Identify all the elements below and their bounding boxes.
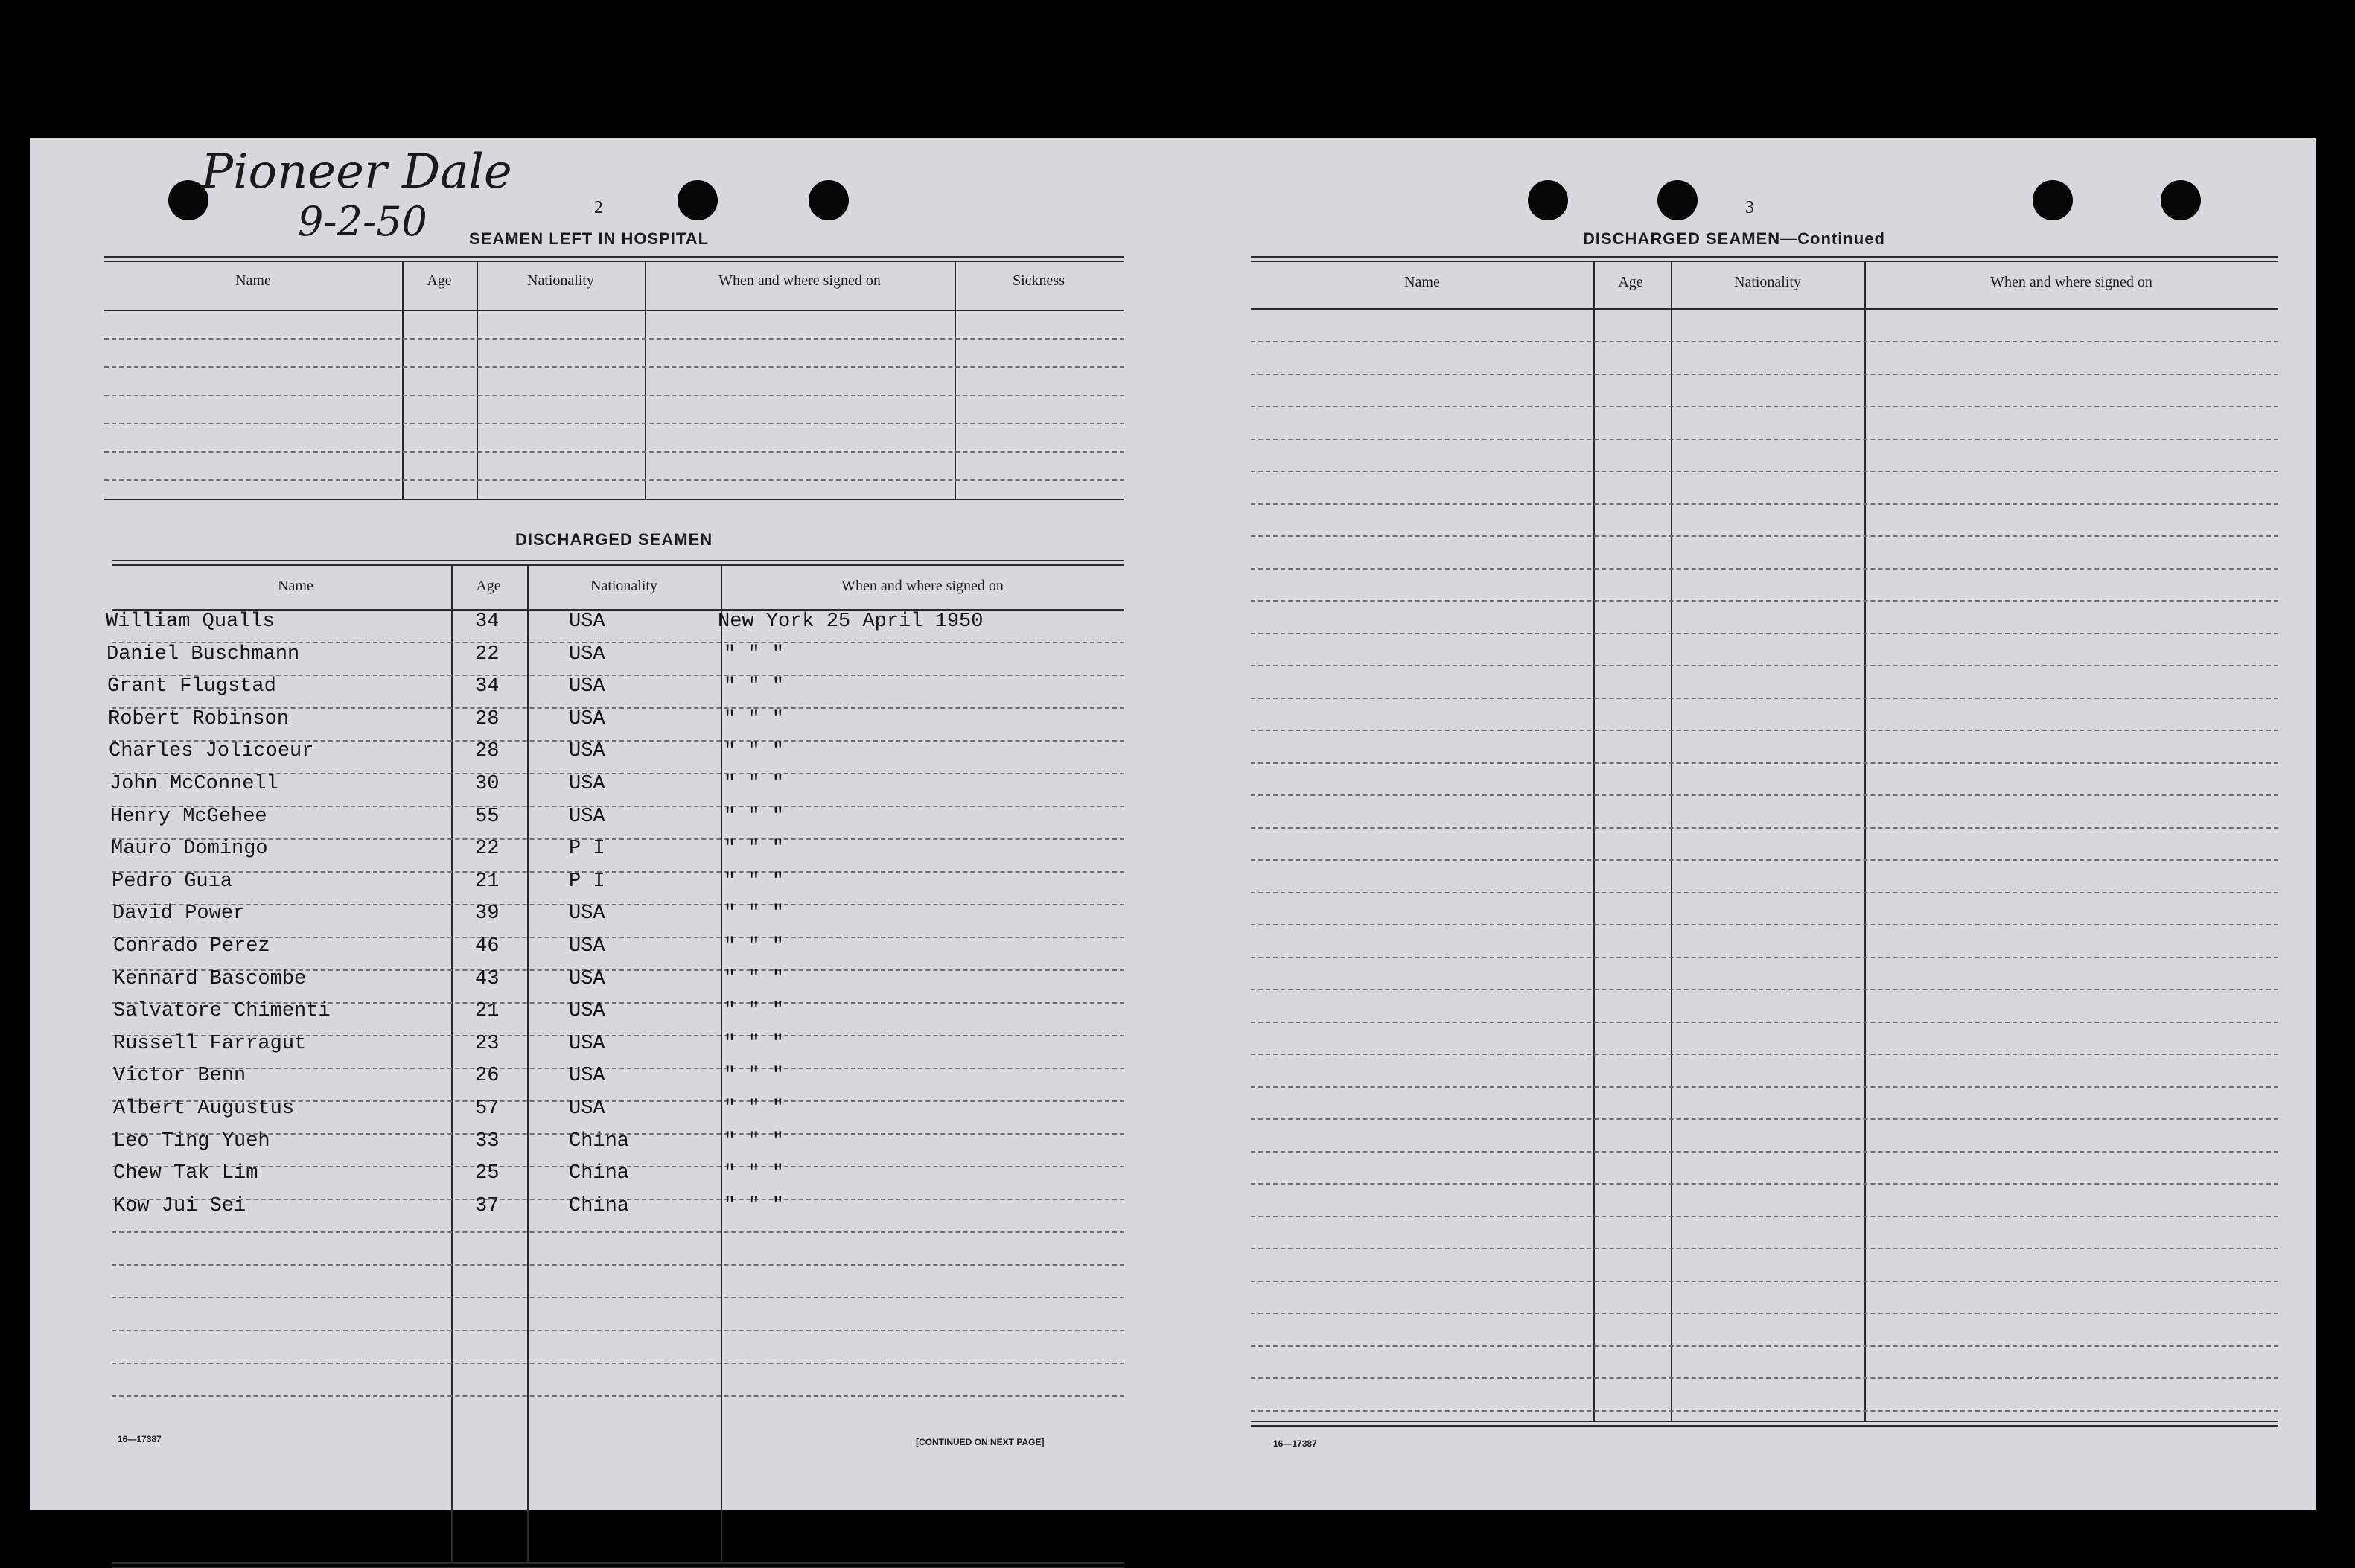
punch-hole <box>1528 180 1568 220</box>
discharged-col-age: Age <box>476 578 501 594</box>
row-name: Charles Jolicoeur <box>109 740 314 763</box>
rule-line <box>1251 374 2278 375</box>
row-age: 21 <box>475 1000 500 1023</box>
row-name: Daniel Buschmann <box>106 643 300 666</box>
rule-line <box>1251 439 2278 440</box>
rule-line <box>1251 989 2278 990</box>
right-form-number: 16—17387 <box>1273 1438 1317 1449</box>
punch-hole <box>678 180 718 220</box>
row-signed-on: " " " <box>724 1162 785 1185</box>
rule-line <box>112 1395 1124 1397</box>
row-signed-on: " " " <box>724 675 785 698</box>
row-signed-on: " " " <box>724 643 785 666</box>
rule-line <box>1251 1313 2278 1314</box>
rule-line <box>1251 924 2278 925</box>
rule-line <box>1251 859 2278 861</box>
row-nationality: USA <box>569 675 605 698</box>
rule-line <box>1251 1086 2278 1088</box>
row-signed-on: " " " <box>724 1097 785 1120</box>
row-name: Chew Tak Lim <box>113 1162 258 1185</box>
rule-line <box>1251 892 2278 893</box>
row-name: Salvatore Chimenti <box>113 1000 331 1023</box>
hospital-col-signed: When and where signed on <box>718 273 881 289</box>
row-name: Leo Ting Yueh <box>113 1129 270 1153</box>
discharged-section-title: DISCHARGED SEAMEN <box>515 530 713 549</box>
right-col-name: Name <box>1404 274 1440 290</box>
hospital-col-name: Name <box>235 273 271 289</box>
row-signed-on: " " " <box>724 773 785 795</box>
discharged-col-nationality: Nationality <box>590 578 657 594</box>
row-nationality: USA <box>569 707 605 730</box>
rule-line <box>112 871 1124 873</box>
row-age: 23 <box>475 1032 500 1055</box>
row-nationality: USA <box>569 1000 605 1023</box>
row-nationality: USA <box>569 773 605 795</box>
rule-line <box>1251 568 2278 570</box>
row-nationality: USA <box>569 805 605 828</box>
row-age: 57 <box>475 1097 500 1120</box>
row-nationality: USA <box>569 643 605 666</box>
rule-line <box>1251 665 2278 666</box>
rule-line <box>1251 1183 2278 1185</box>
rule-line <box>1251 794 2278 796</box>
row-nationality: China <box>569 1129 630 1153</box>
row-name: Russell Farragut <box>113 1032 307 1055</box>
row-name: Conrado Perez <box>113 935 270 957</box>
row-name: John McConnell <box>109 773 278 795</box>
discharged-col-name: Name <box>278 578 313 594</box>
right-col-signed: When and where signed on <box>1990 274 2152 290</box>
row-name: Robert Robinson <box>108 707 290 730</box>
handwritten-date: 9-2-50 <box>298 198 427 245</box>
punch-hole <box>2161 180 2201 220</box>
row-nationality: USA <box>569 611 605 633</box>
row-age: 25 <box>475 1162 500 1185</box>
rule-line <box>112 1264 1124 1266</box>
rule-line <box>1251 957 2278 958</box>
hospital-section-title: SEAMEN LEFT IN HOSPITAL <box>469 229 710 248</box>
row-age: 30 <box>475 773 500 795</box>
row-name: Victor Benn <box>113 1065 246 1088</box>
row-nationality: P I <box>569 838 605 861</box>
rule-line <box>1251 1377 2278 1379</box>
row-age: 37 <box>475 1194 500 1217</box>
row-age: 39 <box>475 902 500 925</box>
row-nationality: USA <box>569 740 605 763</box>
rule-line <box>1251 762 2278 764</box>
row-age: 28 <box>475 740 500 763</box>
row-name: Henry McGehee <box>110 805 267 828</box>
punch-hole <box>809 180 849 220</box>
row-age: 34 <box>475 675 500 698</box>
row-age: 34 <box>475 611 500 633</box>
row-nationality: USA <box>569 967 605 990</box>
discharged-col-signed: When and where signed on <box>841 578 1004 594</box>
row-name: Mauro Domingo <box>111 838 268 861</box>
row-signed-on: " " " <box>724 870 785 893</box>
row-name: Pedro Guia <box>112 870 233 893</box>
row-name: David Power <box>112 902 246 925</box>
rule-line <box>1251 600 2278 602</box>
row-name: Kennard Bascombe <box>113 967 307 990</box>
continued-note: [CONTINUED ON NEXT PAGE] <box>916 1437 1045 1447</box>
row-nationality: China <box>569 1194 630 1217</box>
row-age: 43 <box>475 967 500 990</box>
row-signed-on: " " " <box>724 740 785 763</box>
hospital-col-age: Age <box>427 273 452 289</box>
row-age: 22 <box>475 838 500 861</box>
row-signed-on: " " " <box>724 902 785 925</box>
rule-line <box>1251 1118 2278 1120</box>
rule-line <box>1251 1248 2278 1249</box>
row-signed-on: New York 25 April 1950 <box>718 611 984 633</box>
row-age: 22 <box>475 643 500 666</box>
row-signed-on: " " " <box>724 935 785 957</box>
row-nationality: USA <box>569 1032 605 1055</box>
row-signed-on: " " " <box>724 1129 785 1153</box>
rule-line <box>1251 1345 2278 1347</box>
row-age: 26 <box>475 1065 500 1088</box>
row-age: 46 <box>475 935 500 957</box>
punch-hole <box>1657 180 1698 220</box>
hospital-col-sickness: Sickness <box>1013 273 1065 289</box>
row-name: William Qualls <box>106 611 275 633</box>
row-age: 55 <box>475 805 500 828</box>
row-signed-on: " " " <box>724 967 785 990</box>
rule-line <box>112 1231 1124 1233</box>
row-age: 21 <box>475 870 500 893</box>
rule-line <box>1251 827 2278 829</box>
rule-line <box>1251 1151 2278 1153</box>
rule-line <box>1251 1022 2278 1023</box>
punch-hole <box>2033 180 2073 220</box>
row-signed-on: " " " <box>724 707 785 730</box>
document-sheet <box>30 138 2316 1510</box>
row-name: Albert Augustus <box>113 1097 295 1120</box>
rule-line <box>112 1068 1124 1069</box>
row-age: 28 <box>475 707 500 730</box>
row-nationality: P I <box>569 870 605 893</box>
row-signed-on: " " " <box>724 1065 785 1088</box>
row-name: Kow Jui Sei <box>113 1194 246 1217</box>
row-nationality: China <box>569 1162 630 1185</box>
row-name: Grant Flugstad <box>107 675 276 698</box>
rule-line <box>112 904 1124 905</box>
rule-line <box>112 1297 1124 1298</box>
rule-line <box>1251 730 2278 731</box>
hospital-col-nationality: Nationality <box>527 273 594 289</box>
left-form-number: 16—17387 <box>118 1434 162 1444</box>
rule-line <box>1251 1216 2278 1217</box>
row-nationality: USA <box>569 1097 605 1120</box>
left-page-number: 2 <box>594 198 603 217</box>
handwritten-vessel-name: Pioneer Dale <box>201 144 512 200</box>
rule-line <box>1251 341 2278 342</box>
row-signed-on: " " " <box>724 1000 785 1023</box>
right-section-title: DISCHARGED SEAMEN—Continued <box>1583 229 1885 248</box>
row-signed-on: " " " <box>724 838 785 861</box>
rule-line <box>1251 1281 2278 1282</box>
right-col-nationality: Nationality <box>1734 274 1801 290</box>
rule-line <box>1251 698 2278 699</box>
row-age: 33 <box>475 1129 500 1153</box>
rule-line <box>1251 503 2278 505</box>
rule-line <box>1251 1054 2278 1055</box>
rule-line <box>1251 1410 2278 1412</box>
right-col-age: Age <box>1618 274 1643 290</box>
rule-line <box>1251 471 2278 472</box>
row-signed-on: " " " <box>724 1032 785 1055</box>
rule-line <box>112 1330 1124 1331</box>
rule-line <box>1251 633 2278 634</box>
rule-line <box>1251 535 2278 537</box>
row-nationality: USA <box>569 1065 605 1088</box>
row-nationality: USA <box>569 935 605 957</box>
row-nationality: USA <box>569 902 605 925</box>
row-signed-on: " " " <box>724 1194 785 1217</box>
rule-line <box>112 1363 1124 1364</box>
rule-line <box>1251 406 2278 407</box>
right-page-number: 3 <box>1745 198 1754 217</box>
row-signed-on: " " " <box>724 805 785 828</box>
